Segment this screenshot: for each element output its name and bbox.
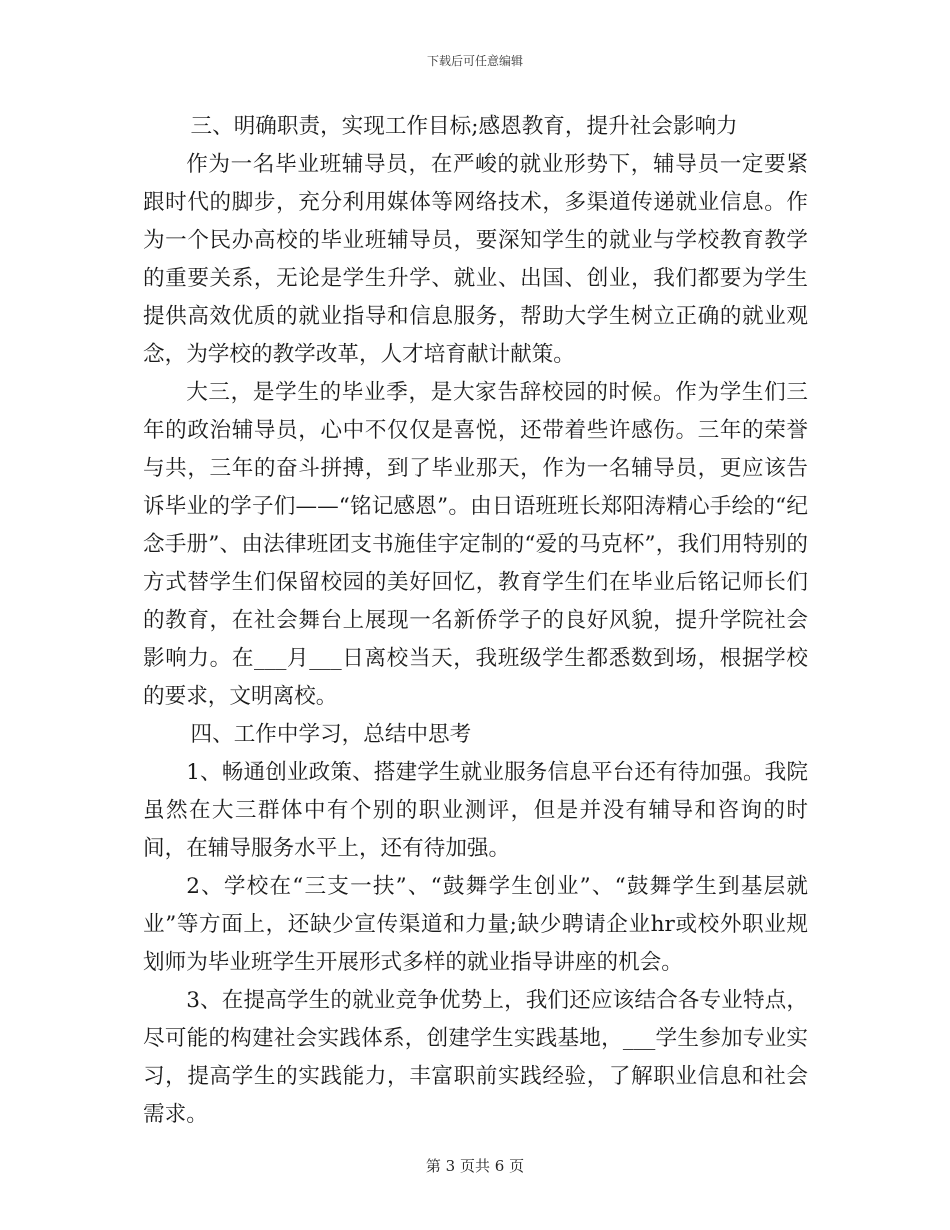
section-heading-3: 三、明确职责，实现工作目标;感恩教育，提升社会影响力: [190, 114, 738, 139]
paragraph-graduation-season: 大三，是学生的毕业季，是大家告辞校园的时候。作为学生们三年的政治辅导员，心中不仅仅是喜悦，还带着些许感伤。三年的荣誉与共，三年的奋斗拼搏，到了毕业那天，作为一名辅导员，更应该告诉毕业的学子们——“铭记感恩”。由日语班班长郑阳涛精心手绘的“纪念手册”、由法律班团支书施佳宇定制的“爱的马克杯”，我们用特别的方式替学生们保留校园的美好回忆，教育学生们在毕业后铭记师长们的教育，在社会舞台上展现一名新侨学子的良好风貌，提升学院社会影响力。在___月___日离校当天，我班级学生都悉数到场，根据学校的要求，文明离校。: [143, 380, 808, 709]
page-number: 第 3 页共 6 页: [425, 1157, 525, 1175]
list-item-3: 3、在提高学生的就业竞争优势上，我们还应该结合各专业特点，尽可能的构建社会实践体系，创建学生实践基地，___学生参加专业实习，提高学生的实践能力，丰富职前实践经验，了解职业信息和社会需求。: [143, 988, 808, 1127]
list-item-1: 1、畅通创业政策、搭建学生就业服务信息平台还有待加强。我院虽然在大三群体中有个别的职业测评，但是并没有辅导和咨询的时间，在辅导服务水平上，还有待加强。: [143, 760, 808, 861]
page-header-note: 下载后可任意编辑: [426, 54, 523, 68]
section-heading-4: 四、工作中学习，总结中思考: [190, 722, 472, 747]
paragraph-counselor-role: 作为一名毕业班辅导员，在严峻的就业形势下，辅导员一定要紧跟时代的脚步，充分利用媒体等网络技术，多渠道传递就业信息。作为一个民办高校的毕业班辅导员，要深知学生的就业与学校教育教学的重要关系，无论是学生升学、就业、出国、创业，我们都要为学生提供高效优质的就业指导和信息服务，帮助大学生树立正确的就业观念，为学校的教学改革，人才培育献计献策。: [143, 152, 808, 367]
document-body: [143, 108, 808, 1134]
list-item-2: 2、学校在“三支一扶”、“鼓舞学生创业”、“鼓舞学生到基层就业”等方面上，还缺少宣传渠道和力量;缺少聘请企业hr或校外职业规划师为毕业班学生开展形式多样的就业指导讲座的机会。: [143, 874, 808, 975]
